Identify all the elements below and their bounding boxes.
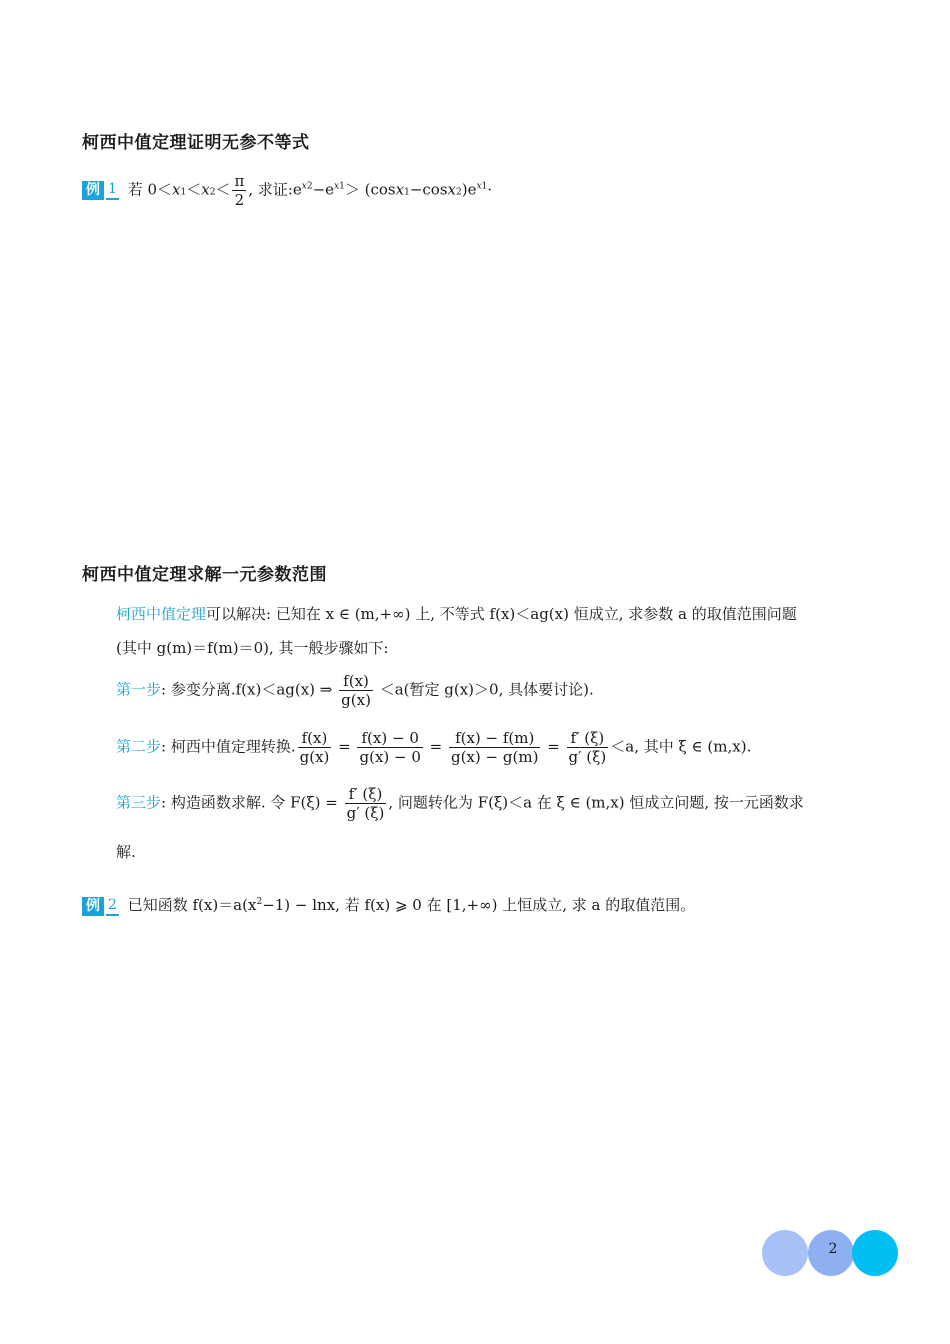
lt-sign: ＜ (186, 180, 202, 199)
step-2: 第二步: 柯西中值定理转换. $\frac{f(x)}{g(x)}$ = $\frac{f(x) - 0}{g(x) - 0}$ = $\frac{f(x) - f(m)}{g(x) - g(m)}$ = $\frac{f' (\xi)}{g' (\xi)}$ ＜a, 其中 ξ ∈ (m,x). (116, 729, 752, 766)
example-number: 2 (106, 897, 119, 916)
frac-numerator: f′ (ξ) (567, 729, 609, 748)
intro-line-1 (116, 604, 797, 624)
step-1-tail: ＜a(暂定 g(x)＞0, 具体要讨论). (379, 680, 594, 699)
example-superscript: 2 (256, 897, 263, 907)
example-2 (82, 892, 695, 916)
frac-numerator: π (234, 172, 245, 190)
step-3-tail: , 问题转化为 F(ξ)＜a 在 ξ ∈ (m,x) 恒成立问题, 按一元函数求 (388, 793, 804, 812)
frac-numerator: f(x) − 0 (357, 729, 422, 748)
step-2-fraction-2 (357, 729, 422, 766)
step-2-text: : 柯西中值定理转换. (161, 737, 296, 756)
intro-text: 可以解决: 已知在 x ∈ (m,+∞) 上, 不等式 f(x)＜ag(x) 恒成立, 求参数 a 的取值范围问题 (206, 605, 797, 623)
frac-numerator: f(x) (339, 672, 373, 691)
example-badge: 例 (82, 897, 104, 916)
step-2-tail: ＜a, 其中 ξ ∈ (m,x). (610, 737, 752, 756)
frac-numerator: f(x) (298, 729, 332, 748)
intro-highlight: 柯西中值定理 (116, 605, 207, 623)
problem-text: )e (461, 180, 477, 199)
footer-circle-left (762, 1230, 808, 1276)
intro-line-2: (其中 g(m)＝f(m)＝0), 其一般步骤如下: (116, 639, 389, 657)
frac-denominator: g(x) (341, 691, 371, 709)
frac-denominator: g(x) − g(m) (451, 748, 539, 766)
step-2-fraction-4 (567, 729, 609, 766)
step-1-label: 第一步 (116, 680, 162, 699)
frac-denominator: g′ (ξ) (346, 804, 385, 822)
step-3-label: 第三步 (116, 793, 162, 812)
step-3-text: : 构造函数求解. 令 F(ξ) = (161, 793, 338, 812)
problem-text: , 求证:e (248, 180, 302, 199)
section-title-2: 柯西中值定理求解一元参数范围 (82, 565, 327, 585)
step-3-fraction (345, 785, 387, 822)
step-1-fraction (339, 672, 373, 709)
problem-text: −e (312, 180, 335, 199)
example-text: 已知函数 f(x)＝a(x (127, 896, 257, 914)
problem-text: −cos (409, 180, 448, 199)
step-3 (116, 785, 804, 822)
frac-denominator: g′ (ξ) (568, 748, 607, 766)
frac-denominator: g(x) (299, 748, 330, 766)
frac-denominator: g(x) − 0 (359, 748, 421, 766)
example-number: 1 (106, 181, 119, 200)
page-number: 2 (828, 1241, 838, 1257)
step-2-fraction-1 (298, 729, 332, 766)
step-1 (116, 672, 594, 709)
problem-text: · (487, 180, 493, 199)
step-3-line-2: 解. (116, 843, 136, 861)
section-title-1: 柯西中值定理证明无参不等式 (82, 133, 310, 153)
step-2-fraction-3 (449, 729, 540, 766)
example-badge: 例 (82, 181, 104, 200)
step-1-text: : 参变分离.f(x)＜ag(x) ⇒ (161, 680, 333, 699)
frac-numerator: f(x) − f(m) (449, 729, 540, 748)
lt-sign: ＜ (215, 180, 231, 199)
problem-text: ＞ (cos (344, 180, 396, 199)
example-1: 例 1 若 0＜x1＜x2＜ $\frac{\pi}{2}$ , 求证$:e^{x2}-e^{x1}> (\cos x1-\cos x2)e^{x1}\cdot$ (82, 172, 492, 209)
step-2-label: 第二步 (116, 737, 162, 756)
example-text: −1) − lnx, 若 f(x) ⩾ 0 在 [1,+∞) 上恒成立, 求 a 的取值范围。 (262, 896, 696, 914)
pi-over-two (232, 172, 246, 209)
frac-denominator: 2 (234, 191, 245, 209)
problem-text: 若 0＜ (127, 180, 173, 199)
frac-numerator: f′ (ξ) (345, 785, 387, 804)
footer-circle-right (852, 1230, 898, 1276)
